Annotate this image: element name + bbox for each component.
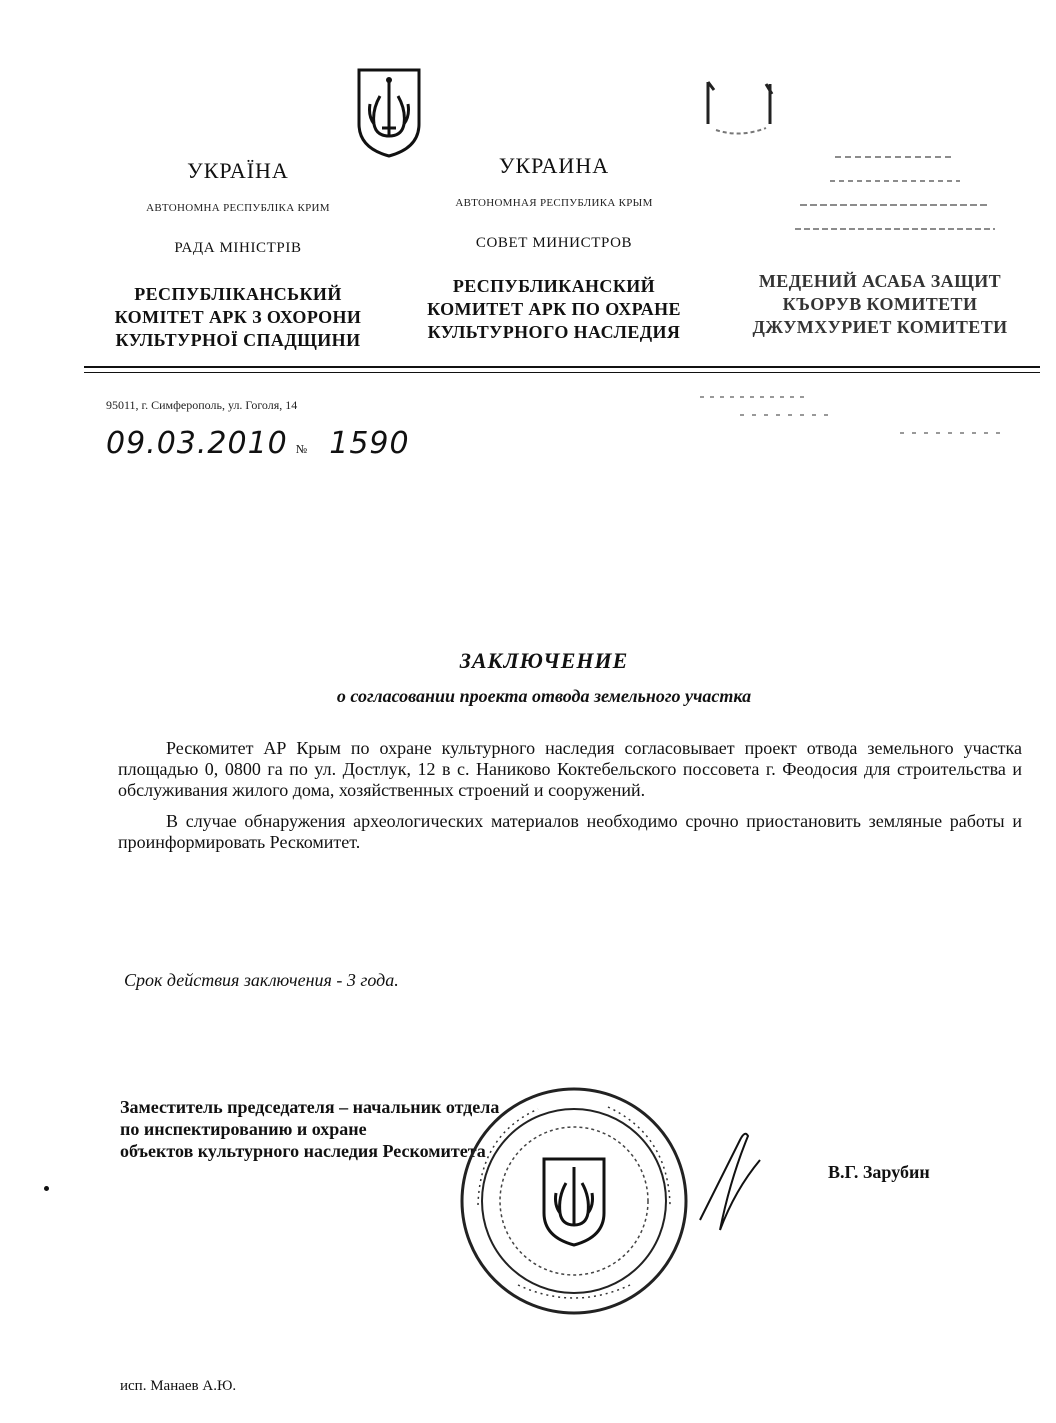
header-crh-committee-line-3: ДЖУМХУРИЕТ КОМИТЕТИ <box>752 317 1008 337</box>
validity-note: Срок действия заключения - 3 года. <box>124 970 399 990</box>
registration-number: 1590 <box>329 426 410 461</box>
header-crh-committee-line-1: МЕДЕНИЙ АСАБА ЗАЩИТ <box>758 271 1002 291</box>
header-ru-committee <box>402 275 706 344</box>
registration-number-label: № <box>295 442 308 456</box>
header-ua-committee-line-3: КУЛЬТУРНОЇ СПАДЩИНИ <box>115 330 361 350</box>
header-crh-committee <box>730 270 1030 339</box>
header-crh-faded-lines <box>760 150 1030 250</box>
header-ua-country: УКРАЇНА <box>187 158 289 183</box>
signature-position-line-2: по инспектированию и охране <box>120 1119 367 1139</box>
header-ua-committee-line-2: КОМІТЕТ АРК З ОХОРОНИ <box>114 307 362 327</box>
address-line: 95011, г. Симферополь, ул. Гоголя, 14 <box>106 398 298 412</box>
registration-line <box>106 426 410 461</box>
signature-position-line-3: объектов культурного наследия Рескомитета <box>120 1141 486 1161</box>
body-paragraph-2: В случае обнаружения археологических материалов необходимо срочно приостановить земляные работы и проинформировать Рескомитет. <box>118 811 1022 852</box>
header-ua-committee-line-1: РЕСПУБЛІКАНСЬКИЙ <box>134 284 342 304</box>
document-title: ЗАКЛЮЧЕНИЕ <box>459 648 629 673</box>
header-crh-committee-line-2: КЪОРУВ КОМИТЕТИ <box>782 294 978 314</box>
header-ru-committee-line-3: КУЛЬТУРНОГО НАСЛЕДИЯ <box>427 322 681 342</box>
official-stamp-seal <box>458 1085 690 1317</box>
header-ua-council: РАДА МІНІСТРІВ <box>174 240 302 256</box>
header-ru-country: УКРАИНА <box>498 153 610 178</box>
header-rule-thick <box>84 366 1040 368</box>
registration-date: 09.03.2010 <box>106 426 288 461</box>
signatory-name: В.Г. Зарубин <box>828 1162 930 1182</box>
faded-marks <box>700 396 1030 446</box>
body-paragraph-1: Рескомитет АР Крым по охране культурного наследия согласовывает проект отвода земельного участка площадью 0, 0800 га по ул. Достлук, 12 в с. Наниково Коктебельского поссовета г. Феодосия для строительства и обслуживания жилого дома, хозяйственных строений и сооружений. <box>118 738 1022 800</box>
header-rule-thin <box>84 372 1040 373</box>
header-ru-republic: АВТОНОМНАЯ РЕСПУБЛИКА КРЫМ <box>455 197 653 209</box>
stray-dot <box>44 1186 49 1191</box>
document-body <box>118 738 1022 853</box>
header-ua-committee <box>90 283 386 352</box>
handwritten-signature <box>690 1120 770 1240</box>
header-ru-committee-line-2: КОМИТЕТ АРК ПО ОХРАНЕ <box>427 299 681 319</box>
signature-position-line-1: Заместитель председателя – начальник отдела <box>120 1097 500 1117</box>
faded-emblem <box>700 80 780 140</box>
header-ua-republic: АВТОНОМНА РЕСПУБЛІКА КРИМ <box>146 202 330 214</box>
executor-note: исп. Манаев А.Ю. <box>120 1378 237 1394</box>
header-ru-committee-line-1: РЕСПУБЛИКАНСКИЙ <box>452 276 656 296</box>
document-subtitle: о согласовании проекта отвода земельного участка <box>336 686 752 706</box>
header-ru-council: СОВЕТ МИНИСТРОВ <box>475 235 633 251</box>
coat-of-arms-emblem <box>354 66 424 160</box>
